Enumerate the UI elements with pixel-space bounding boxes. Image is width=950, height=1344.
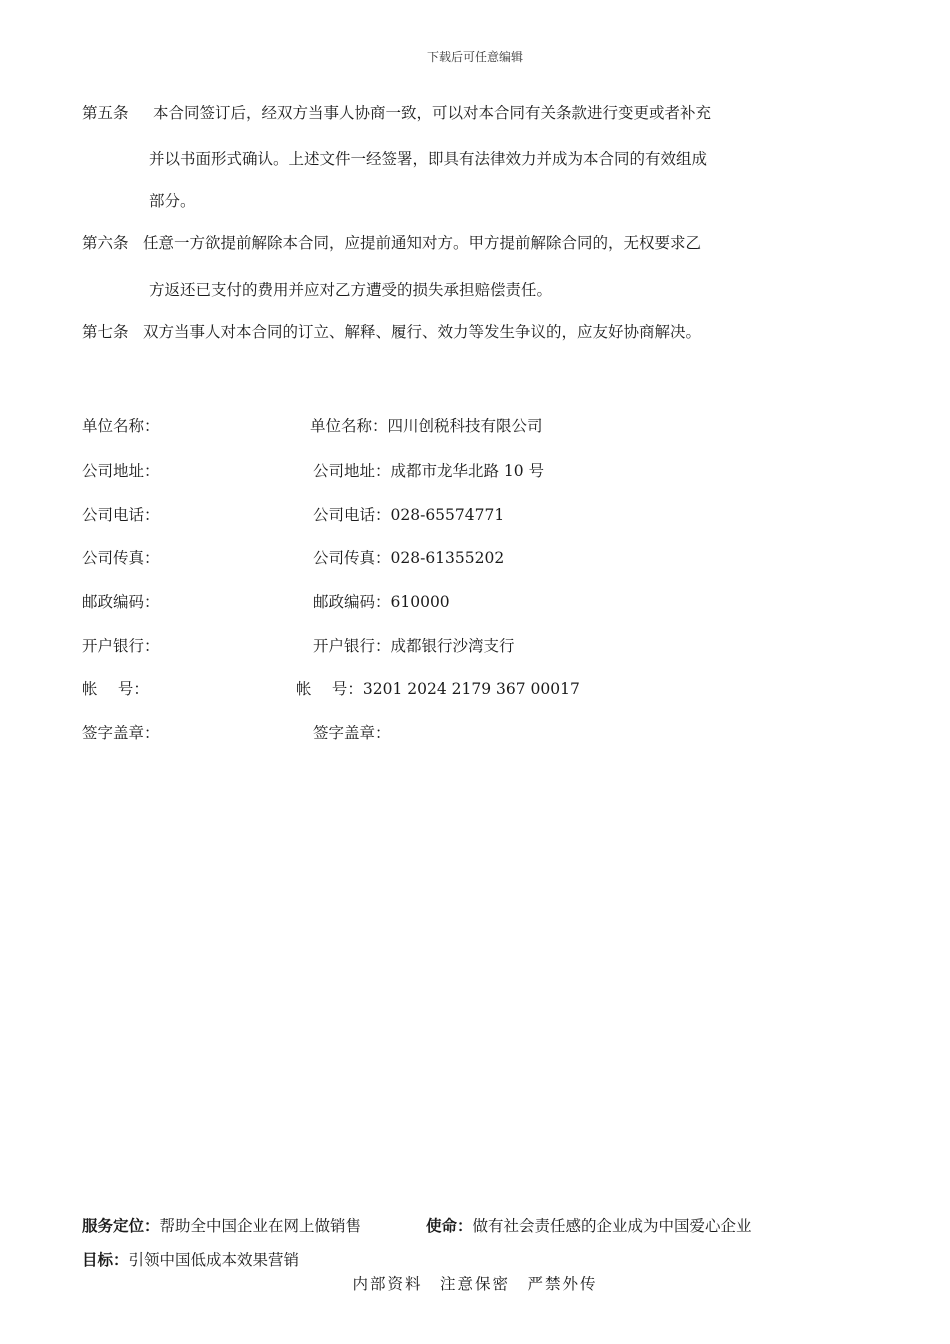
party-b-bank: 开户银行：成都银行沙湾支行 — [313, 637, 515, 655]
party-b-account: 帐 号：3201 2024 2179 367 00017 — [296, 680, 580, 698]
clause-6-line-2: 方返还已支付的费用并应对乙方遭受的损失承担赔偿责任。 — [149, 281, 553, 299]
footer-service — [82, 1216, 361, 1236]
clause-5-line-1: 本合同签订后，经双方当事人协商一致，可以对本合同有关条款进行变更或者补充 — [153, 104, 712, 122]
party-a-account-label: 帐 号： — [82, 680, 149, 698]
confidential-notice: 内部资料 注意保密 严禁外传 — [352, 1275, 598, 1293]
clause-6-label: 第六条 — [82, 234, 129, 252]
party-a-signature-label: 签字盖章： — [82, 724, 160, 742]
party-b-signature: 签字盖章： — [313, 724, 391, 742]
goal-text: 引领中国低成本效果营销 — [128, 1251, 300, 1269]
clause-7-line-1: 双方当事人对本合同的订立、解释、履行、效力等发生争议的，应友好协商解决。 — [143, 323, 702, 341]
party-a-fax-label: 公司传真： — [82, 549, 160, 567]
mission-text: 做有社会责任感的企业成为中国爱心企业 — [472, 1217, 752, 1235]
party-b-address: 公司地址：成都市龙华北路 10 号 — [313, 462, 545, 480]
mission-label: 使命： — [426, 1216, 473, 1235]
party-a-address-label: 公司地址： — [82, 462, 160, 480]
party-a-name-label: 单位名称： — [82, 417, 160, 435]
service-label: 服务定位： — [82, 1216, 160, 1235]
clause-5-line-2: 并以书面形式确认。上述文件一经签署，即具有法律效力并成为本合同的有效组成 — [149, 150, 708, 168]
clause-5-label: 第五条 — [82, 104, 129, 122]
clause-7-label: 第七条 — [82, 323, 129, 341]
clause-6-line-1: 任意一方欲提前解除本合同，应提前通知对方。甲方提前解除合同的，无权要求乙 — [143, 234, 702, 252]
party-b-phone: 公司电话：028-65574771 — [313, 506, 505, 524]
goal-label: 目标： — [82, 1250, 129, 1269]
party-a-bank-label: 开户银行： — [82, 637, 160, 655]
party-a-postcode-label: 邮政编码： — [82, 593, 160, 611]
party-b-postcode: 邮政编码：610000 — [313, 593, 450, 611]
party-b-name: 单位名称：四川创税科技有限公司 — [310, 417, 543, 435]
page-header: 下载后可任意编辑 — [426, 50, 523, 64]
party-b-fax: 公司传真：028-61355202 — [313, 549, 505, 567]
party-a-phone-label: 公司电话： — [82, 506, 160, 524]
service-text: 帮助全中国企业在网上做销售 — [159, 1217, 362, 1235]
clause-5-line-3: 部分。 — [149, 192, 196, 210]
footer-goal — [82, 1250, 299, 1270]
footer-mission — [426, 1216, 752, 1236]
